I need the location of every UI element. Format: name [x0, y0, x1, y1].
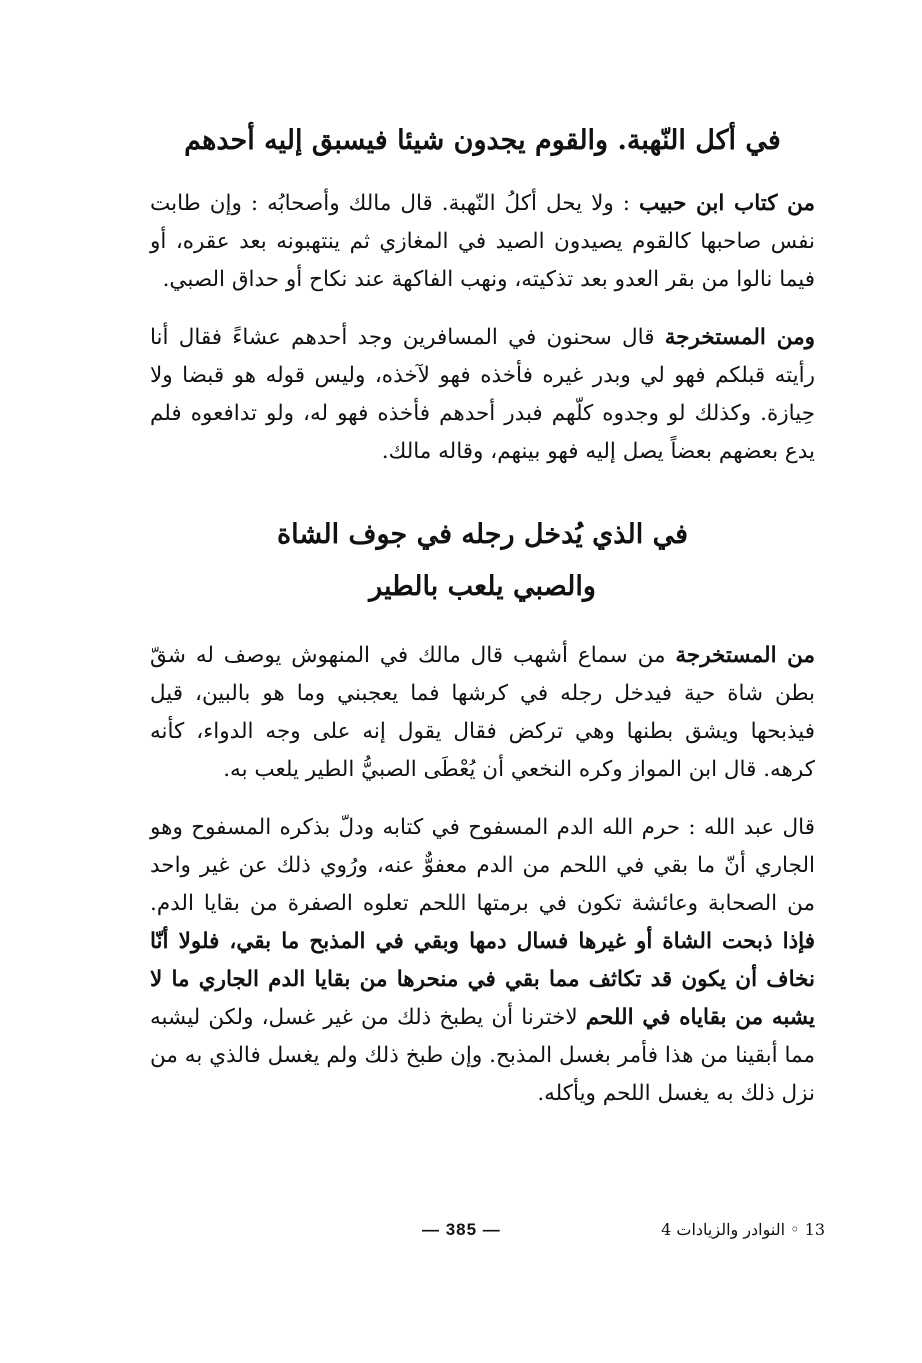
- source-lead-mustakhraja: من المستخرجة: [675, 643, 815, 668]
- source-lead-ibn-habib: من كتاب ابن حبيب: [639, 191, 815, 216]
- page-body: [150, 115, 815, 1133]
- page-number: — 385 —: [422, 1220, 501, 1239]
- paragraph-ibn-habib: [150, 185, 815, 299]
- page-footer: [150, 1220, 825, 1250]
- source-lead-mustakhraja: ومن المستخرجة: [664, 325, 815, 350]
- paragraph-text: لاخترنا أن يطبخ ذلك من غير غسل، ولكن ليشبه مما أبقينا من هذا فأمر بغسل المذبح. وإن طبخ ذلك ولم يغسل فالذي به من نزل ذلك به يغسل اللحم ويأكله.: [150, 1005, 815, 1106]
- paragraph-mustakhraja-ashhab: [150, 637, 815, 789]
- section-heading-shah: [150, 509, 815, 613]
- paragraph-text: من سماع أشهب قال مالك في المنهوش يوصف له شقّ بطن شاة حية فيدخل رجله في كرشها فما يعجبني وما هو بالبين، قيل فيذبحها ويشق بطنها وهي تركض فقال يقول إنه على وجه الدواء، كأنه كرهه. قال ابن المواز وكره النخعي أن يُعْطَى الصبيُّ الطير يلعب به.: [150, 643, 815, 782]
- section-heading-nuhba: في أكل النّهبة. والقوم يجدون شيئا فيسبق إليه أحدهم: [184, 125, 781, 156]
- volume-mark: 13 ◦ النوادر والزيادات 4: [661, 1220, 825, 1239]
- paragraph-mustakhraja-sahnun: [150, 319, 815, 471]
- paragraph-bold-passage: فإذا ذبحت الشاة أو غيرها فسال دمها وبقي في المذبح ما بقي، فلولا أنّا نخاف أن يكون قد تكاثف مما بقي في منحرها من بقايا الدم الجاري ما لا يشبه من بقاياه في اللحم: [150, 929, 815, 1030]
- paragraph-text: قال عبد الله : حرم الله الدم المسفوح في كتابه ودلّ بذكره المسفوح وهو الجاري أنّ ما بقي في اللحم من الدم معفوٌّ عنه، ورُوي ذلك عن غير واحد من الصحابة وعائشة تكون في برمتها اللحم تعلوه الصفرة من بقايا الدم.: [150, 815, 815, 916]
- paragraph-abdallah: [150, 809, 815, 1113]
- section-heading-line-2: والصبي يلعب بالطير: [369, 571, 596, 602]
- paragraph-text: : ولا يحل أكلُ النّهبة. قال مالك وأصحابُه : وإن طابت نفس صاحبها كالقوم يصيدون الصيد في المغازي ثم ينتهبونه بعد عقره، أو فيما نالوا من بقر العدو بعد تذكيته، ونهب الفاكهة عند نكاح أو حداق الصبي.: [150, 191, 815, 292]
- paragraph-text: قال سحنون في المسافرين وجد أحدهم عشاءً فقال أنا رأيته قبلكم فهو لي وبدر غيره فأخذه فهو لآخذه، وليس قوله هو قبضا ولا حِيازة. وكذلك لو وجدوه كلّهم فبدر أحدهم فأخذه فهو له، ولو تدافعوه فلم يدع بعضهم بعضاً يصل إليه فهو بينهم، وقاله مالك.: [150, 325, 815, 464]
- section-heading-line-1: في الذي يُدخل رجله في جوف الشاة: [276, 519, 689, 550]
